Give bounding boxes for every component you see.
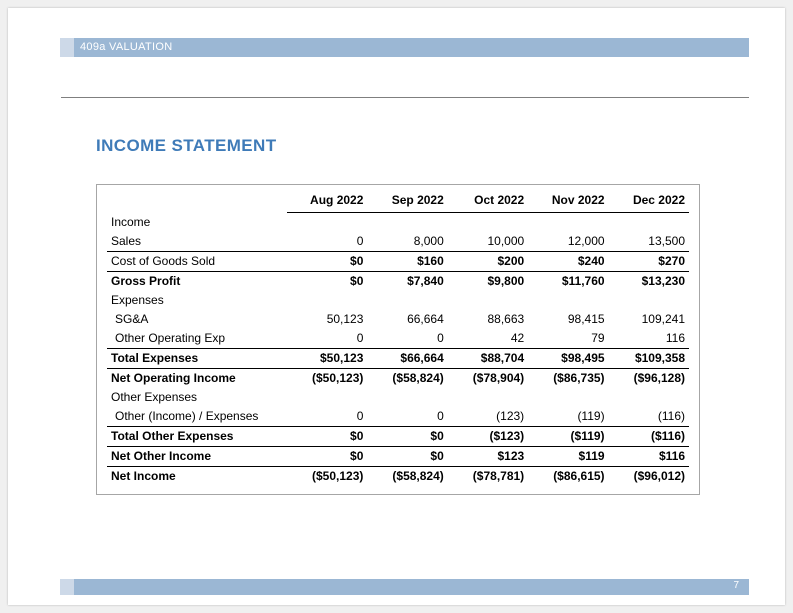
row-value (448, 388, 528, 407)
row-value: ($78,904) (448, 368, 528, 388)
row-value: ($50,123) (287, 466, 367, 486)
financial-table (107, 191, 689, 486)
row-value: $11,760 (528, 271, 608, 291)
row-label: Expenses (111, 292, 164, 307)
header-band (60, 38, 749, 57)
row-value: 79 (591, 330, 605, 345)
row-value: 0 (437, 408, 444, 423)
row-value: $9,800 (448, 271, 528, 291)
row-value: 50,123 (326, 311, 364, 326)
row-value: ($119) (528, 426, 608, 446)
row-value (287, 213, 367, 232)
row-label: Other Operating Exp (115, 330, 226, 345)
row-value: $160 (367, 251, 447, 271)
row-value: $109,358 (609, 348, 689, 368)
row-value: $0 (287, 251, 367, 271)
row-value: ($78,781) (448, 466, 528, 486)
row-value: ($86,615) (528, 466, 608, 486)
header-divider (61, 97, 749, 98)
row-value: (116) (657, 408, 685, 423)
row-label: Total Other Expenses (107, 426, 287, 446)
row-value: $98,495 (528, 348, 608, 368)
row-value: $66,664 (367, 348, 447, 368)
table-row (107, 466, 689, 486)
row-value: $123 (448, 446, 528, 466)
row-label: Other (Income) / Expenses (115, 408, 259, 423)
row-value (609, 213, 689, 232)
footer-band (60, 579, 749, 595)
table-row (107, 251, 689, 271)
row-value (287, 388, 367, 407)
footer-band-accent (60, 579, 74, 595)
row-value: 0 (356, 330, 364, 345)
row-value (367, 388, 447, 407)
table-row (107, 291, 689, 310)
row-value (367, 213, 447, 232)
row-value: (119) (577, 408, 605, 423)
row-value (287, 291, 367, 310)
row-value: ($58,824) (367, 368, 447, 388)
header-band-accent (60, 38, 74, 57)
row-value: ($96,128) (609, 368, 689, 388)
row-value (609, 291, 689, 310)
table-row (107, 426, 689, 446)
header-label: 409a VALUATION (80, 41, 173, 53)
row-label: Net Other Income (107, 446, 287, 466)
table-row (107, 232, 689, 252)
row-label: Net Income (107, 466, 287, 486)
row-value: $270 (609, 251, 689, 271)
row-value: ($50,123) (287, 368, 367, 388)
row-value: ($86,735) (528, 368, 608, 388)
page-title: INCOME STATEMENT (96, 136, 277, 155)
column-header-dec: Dec 2022 (609, 191, 689, 213)
row-value: (123) (496, 408, 525, 423)
row-label: Net Operating Income (107, 368, 287, 388)
row-value: 0 (437, 330, 444, 345)
row-value: ($116) (609, 426, 689, 446)
row-label: Cost of Goods Sold (107, 251, 287, 271)
table-row (107, 407, 689, 427)
table-header-row (107, 191, 689, 213)
row-value: 10,000 (487, 233, 525, 248)
row-value (528, 388, 608, 407)
row-label: SG&A (115, 311, 149, 326)
page-number: 7 (733, 580, 739, 591)
table-row (107, 329, 689, 349)
row-value (367, 291, 447, 310)
table-header-blank (107, 191, 287, 213)
row-label: Income (111, 214, 151, 229)
column-header-aug: Aug 2022 (287, 191, 367, 213)
row-label: Other Expenses (111, 389, 198, 404)
row-value: 13,500 (648, 233, 685, 248)
row-value: ($96,012) (609, 466, 689, 486)
row-value: 42 (510, 330, 525, 345)
column-header-sep: Sep 2022 (367, 191, 447, 213)
document-page (8, 8, 785, 605)
row-value (609, 388, 689, 407)
table-row (107, 446, 689, 466)
row-value (448, 213, 528, 232)
column-header-oct: Oct 2022 (448, 191, 528, 213)
row-value: 88,663 (487, 311, 525, 326)
row-value: 12,000 (567, 233, 605, 248)
row-value: 66,664 (407, 311, 444, 326)
row-value (528, 213, 608, 232)
row-value: ($58,824) (367, 466, 447, 486)
row-value: $7,840 (367, 271, 447, 291)
table-row (107, 271, 689, 291)
row-label: Gross Profit (107, 271, 287, 291)
row-value: $0 (287, 271, 367, 291)
row-value: $0 (367, 446, 447, 466)
row-value: 0 (356, 233, 364, 248)
row-value: $116 (609, 446, 689, 466)
row-value: $0 (287, 446, 367, 466)
row-value: $88,704 (448, 348, 528, 368)
row-value: $119 (528, 446, 608, 466)
table-row (107, 213, 689, 232)
table-row (107, 368, 689, 388)
row-label: Total Expenses (107, 348, 287, 368)
column-header-nov: Nov 2022 (528, 191, 608, 213)
row-value: ($123) (448, 426, 528, 446)
row-value: $13,230 (609, 271, 689, 291)
row-value (448, 291, 528, 310)
row-value: $200 (448, 251, 528, 271)
row-value: 98,415 (567, 311, 605, 326)
row-value: 8,000 (413, 233, 444, 248)
row-value (528, 291, 608, 310)
row-value: 0 (356, 408, 364, 423)
row-value: 109,241 (641, 311, 685, 326)
row-value: $50,123 (287, 348, 367, 368)
row-label: Sales (111, 233, 142, 248)
table-row (107, 388, 689, 407)
table-row (107, 348, 689, 368)
table-row (107, 310, 689, 329)
row-value: 116 (665, 330, 685, 345)
row-value: $0 (287, 426, 367, 446)
row-value: $0 (367, 426, 447, 446)
row-value: $240 (528, 251, 608, 271)
income-statement-table (96, 184, 700, 495)
